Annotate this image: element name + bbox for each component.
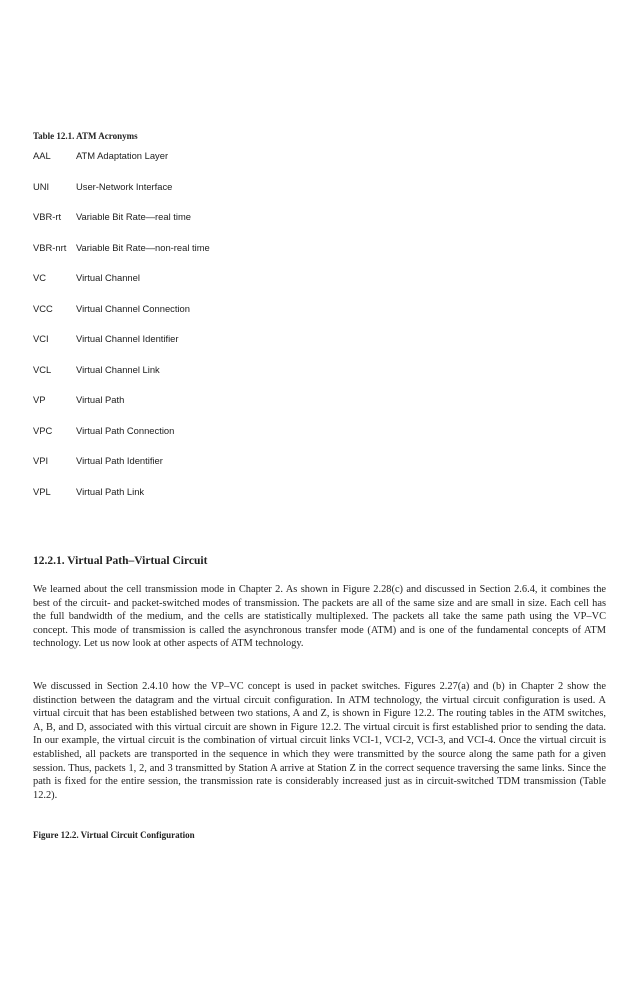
acronym-definition: User-Network Interface [76,180,173,192]
acronym-abbreviation: VPI [33,455,49,466]
acronym-definition: Virtual Path [76,394,125,405]
table-row [33,303,333,334]
table-row [33,364,333,395]
acronym-definition: Virtual Path Identifier [76,455,163,466]
table-row [33,394,333,425]
acronym-abbreviation: AAL [33,150,51,161]
acronym-abbreviation: VPC [33,424,53,436]
table-row [33,272,333,303]
acronym-definition: Virtual Channel Connection [76,302,190,314]
table-row [33,333,333,364]
acronym-definition: Virtual Channel [76,272,140,283]
table-row [33,211,333,242]
acronym-abbreviation: VP [33,394,46,405]
body-paragraph: We discussed in Section 2.4.10 how the VP–VC concept is used in packet switches. Figures 2.27(a) and (b) in Chapter 2 show the distinction between the datagram and the virtual circuit configuration. In ATM technology, the virtual circuit configuration is used. A virtual circuit that has been established between two stations, A and Z, is shown in Figure 12.2. The routing tables in the ATM switches, A, B, and D, associated with this virtual circuit are shown in Figure 12.2. The virtual circuit is first established prior to sending the data. In our example, the virtual circuit is the combination of virtual circuit links VCI-1, VCI-2, VCI-3, and VCI-4. Once the virtual circuit is established, all packets are transported in the sequence in which they were transmitted by the source along the same path for a given session. Thus, packets 1, 2, and 3 transmitted by Station A arrive at Station Z in the correct sequence traversing the same links. Since the path is fixed for the entire session, the transmission rate is considerably increased just as in circuit-switched TDM transmission (Table 12.2). [33,681,606,801]
acronym-abbreviation: VBR-rt [33,211,62,222]
acronym-definition: Virtual Path Connection [76,424,175,436]
table-row [33,150,333,181]
figure-caption: Figure 12.2. Virtual Circuit Configuration [33,830,195,840]
acronym-definition: Variable Bit Rate—real time [76,211,191,222]
acronym-definition: Virtual Channel Identifier [76,333,179,344]
section-heading: 12.2.1. Virtual Path–Virtual Circuit [33,555,208,567]
acronym-definition: Virtual Channel Link [76,363,160,375]
acronym-abbreviation: UNI [33,180,50,192]
table-row [33,486,333,517]
acronym-definition: Variable Bit Rate—non-real time [76,241,210,253]
table-row [33,181,333,212]
table-caption: Table 12.1. ATM Acronyms [33,131,138,141]
body-paragraph: We learned about the cell transmission mode in Chapter 2. As shown in Figure 2.28(c) and discussed in Section 2.6.4, it combines the best of the circuit- and packet-switched modes of transmission. The packets are all of the same size and are small in size. Each cell has the full bandwidth of the medium, and the cells are statistically multiplexed. The packets all take the same path using the VP–VC concept. This mode of transmission is called the asynchronous transfer mode (ATM) and is one of the fundamental concepts of ATM technology. Let us now look at other aspects of ATM technology. [33,584,606,650]
acronym-abbreviation: VCL [33,363,52,375]
acronym-abbreviation: VPL [33,485,51,497]
acronym-abbreviation: VCI [33,333,49,344]
table-row [33,425,333,456]
acronym-table [33,150,333,516]
acronym-abbreviation: VC [33,272,47,283]
acronym-abbreviation: VBR-nrt [33,241,67,253]
acronym-definition: Virtual Path Link [76,485,145,497]
acronym-definition: ATM Adaptation Layer [76,150,169,161]
table-row [33,242,333,273]
acronym-abbreviation: VCC [33,302,53,314]
table-row [33,455,333,486]
